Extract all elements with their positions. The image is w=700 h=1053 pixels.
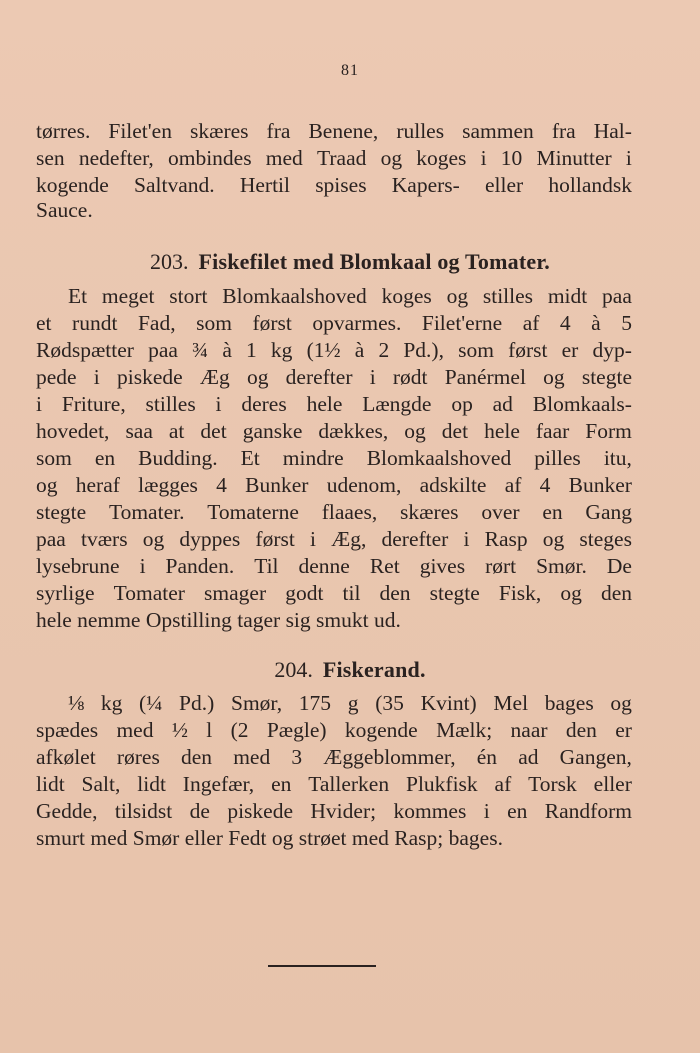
text-line: hovedet, saa at det ganske dækkes, og det hele faar Form [36,419,632,443]
section-divider-rule [268,965,376,967]
recipe-title: Fiskerand. [322,657,426,682]
text-line: og heraf lægges 4 Bunker udenom, adskilte af 4 Bunker [36,473,632,497]
text-line: afkølet røres den med 3 Æggeblommer, én ad Gangen, [36,745,632,769]
text-line: smurt med Smør eller Fedt og strøet med Rasp; bages. [36,826,503,850]
page-number: 81 [341,62,359,79]
text-line: sen nedefter, ombindes med Traad og koges i 10 Minutter i [36,146,632,170]
text-line: lysebrune i Panden. Til denne Ret gives rørt Smør. De [36,554,632,578]
text-line: hele nemme Opstilling tager sig smukt ud. [36,608,401,632]
text-line: stegte Tomater. Tomaterne flaaes, skæres over en Gang [36,500,632,524]
recipe-number: 203. [150,249,189,274]
text-line: Gedde, tilsidst de piskede Hvider; kommes i en Randform [36,799,632,823]
text-line: tørres. Filet'en skæres fra Benene, rulles sammen fra Hal- [36,119,632,143]
text-line: syrlige Tomater smager godt til den stegte Fisk, og den [36,581,632,605]
recipe-heading [0,248,700,276]
text-line: Et meget stort Blomkaalshoved koges og stilles midt paa [68,284,632,308]
text-line: som en Budding. Et mindre Blomkaalshoved pilles itu, [36,446,632,470]
text-line: i Friture, stilles i deres hele Længde op ad Blomkaals- [36,392,632,416]
text-line: kogende Saltvand. Hertil spises Kapers- eller hollandsk [36,173,632,197]
text-line: et rundt Fad, som først opvarmes. Filet'erne af 4 à 5 [36,311,632,335]
text-line: ⅛ kg (¼ Pd.) Smør, 175 g (35 Kvint) Mel bages og [68,691,632,715]
text-line: lidt Salt, lidt Ingefær, en Tallerken Plukfisk af Torsk eller [36,772,632,796]
text-line: paa tværs og dyppes først i Æg, derefter i Rasp og steges [36,527,632,551]
text-line: Sauce. [36,198,93,222]
recipe-title: Fiskefilet med Blomkaal og Tomater. [198,249,550,274]
recipe-heading [0,656,700,684]
text-line: Rødspætter paa ¾ à 1 kg (1½ à 2 Pd.), som først er dyp- [36,338,632,362]
text-line: pede i piskede Æg og derefter i rødt Panérmel og stegte [36,365,632,389]
text-line: spædes med ½ l (2 Pægle) kogende Mælk; naar den er [36,718,632,742]
recipe-number: 204. [274,657,313,682]
